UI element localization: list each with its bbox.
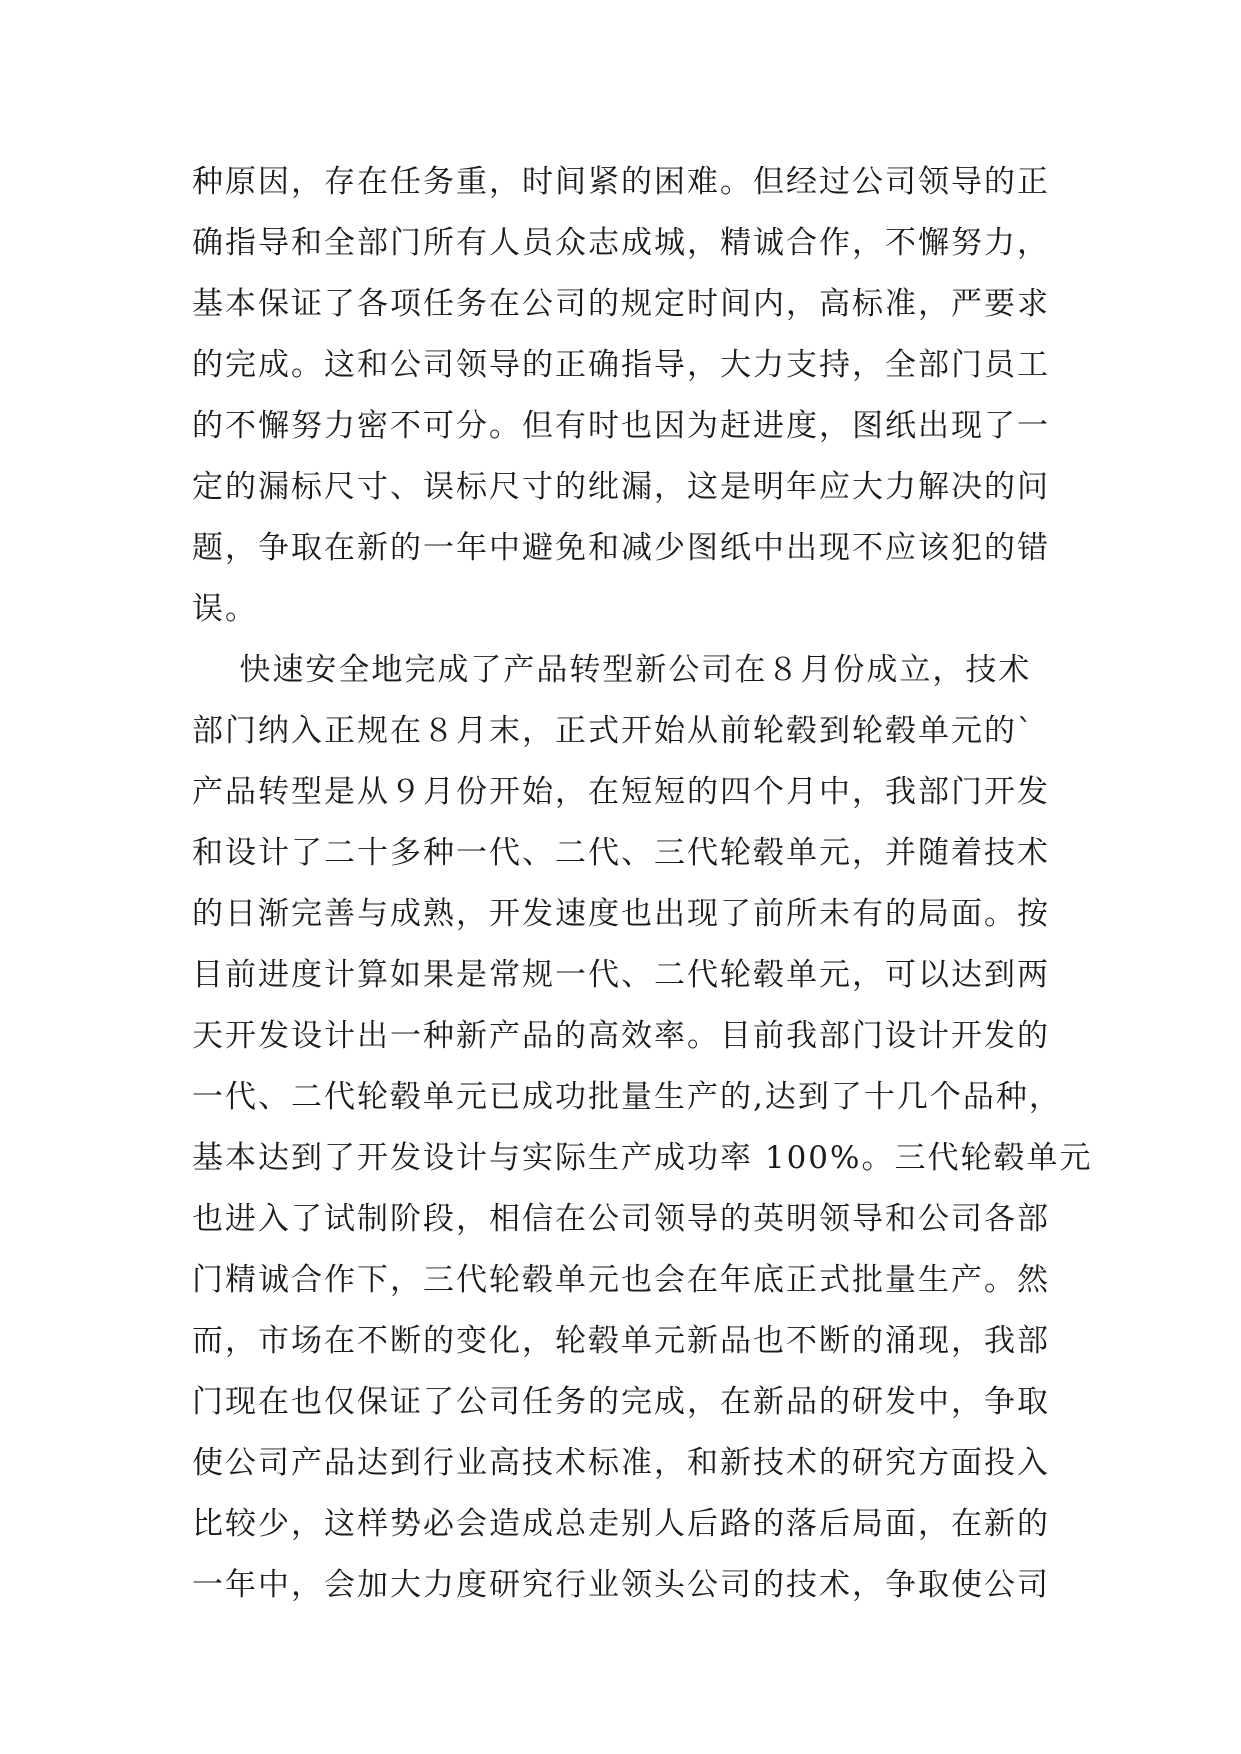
text-line: 天开发设计出一种新产品的高效率。目前我部门设计开发的 [192, 1018, 1050, 1054]
text-line: 也进入了试制阶段，相信在公司领导的英明领导和公司各部 [192, 1201, 1050, 1237]
text-line: 基本保证了各项任务在公司的规定时间内，高标准，严要求 [192, 286, 1050, 322]
text-line: 定的漏标尺寸、误标尺寸的纰漏，这是明年应大力解决的问 [192, 469, 1050, 505]
text-line: 部门纳入正规在８月末，正式开始从前轮毂到轮毂单元的` [192, 713, 1035, 749]
text-line: 一代、二代轮毂单元已成功批量生产的,达到了十几个品种， [192, 1079, 1062, 1115]
text-line: 种原因，存在任务重，时间紧的困难。但经过公司领导的正 [192, 164, 1050, 200]
text-line: 比较少，这样势必会造成总走别人后路的落后局面，在新的 [192, 1506, 1050, 1542]
text-line: 目前进度计算如果是常规一代、二代轮毂单元，可以达到两 [192, 957, 1050, 993]
text-line: 的日渐完善与成熟，开发速度也出现了前所未有的局面。按 [192, 896, 1050, 932]
text-line: 而，市场在不断的变化，轮毂单元新品也不断的涌现，我部 [192, 1323, 1050, 1359]
text-line: 产品转型是从９月份开始，在短短的四个月中，我部门开发 [192, 774, 1050, 810]
text-line: 的不懈努力密不可分。但有时也因为赶进度，图纸出现了一 [192, 408, 1050, 444]
text-line: 基本达到了开发设计与实际生产成功率 100%。三代轮毂单元 [192, 1140, 1093, 1176]
text-line: 确指导和全部门所有人员众志成城，精诚合作，不懈努力， [192, 225, 1050, 261]
text-line: 门精诚合作下，三代轮毂单元也会在年底正式批量生产。然 [192, 1262, 1050, 1298]
text-line: 和设计了二十多种一代、二代、三代轮毂单元，并随着技术 [192, 835, 1050, 871]
text-line: 误。 [192, 591, 258, 627]
text-line: 的完成。这和公司领导的正确指导，大力支持，全部门员工 [192, 347, 1050, 383]
text-line: 门现在也仅保证了公司任务的完成，在新品的研发中，争取 [192, 1384, 1050, 1420]
text-line: 使公司产品达到行业高技术标准，和新技术的研究方面投入 [192, 1445, 1050, 1481]
text-line: 题，争取在新的一年中避免和减少图纸中出现不应该犯的错 [192, 530, 1050, 566]
body-text [192, 152, 1093, 1616]
text-line: 快速安全地完成了产品转型新公司在８月份成立，技术 [192, 652, 1032, 688]
text-line: 一年中，会加大力度研究行业领头公司的技术，争取使公司 [192, 1567, 1050, 1603]
